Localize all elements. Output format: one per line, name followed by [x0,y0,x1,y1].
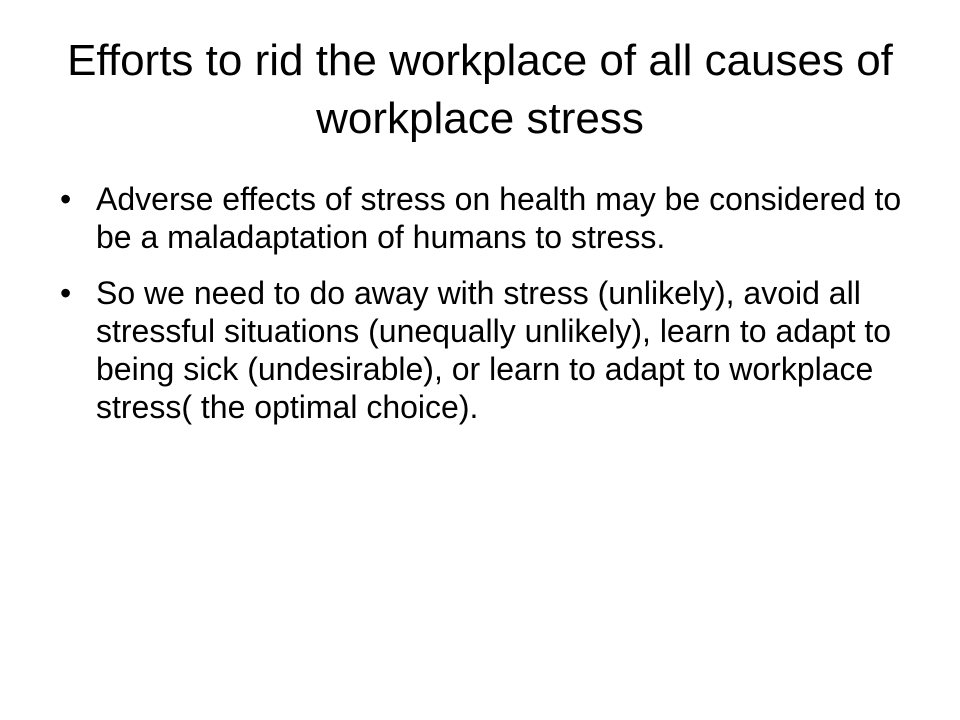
bullet-list [60,180,920,444]
slide-title: Efforts to rid the workplace of all causes of workplace stress [67,36,893,143]
bullet-item [60,274,920,426]
bullet-item [60,180,920,256]
bullet-text: So we need to do away with stress (unlikely), avoid all stressful situations (unequally unlikely), learn to adapt to being sick (undesirable), or learn to adapt to workplace stress( the optimal choice). [96,275,892,425]
bullet-text: Adverse effects of stress on health may be considered to be a maladaptation of humans to stress. [96,181,902,255]
bullet-marker: • [60,275,72,311]
bullet-marker: • [60,181,72,217]
